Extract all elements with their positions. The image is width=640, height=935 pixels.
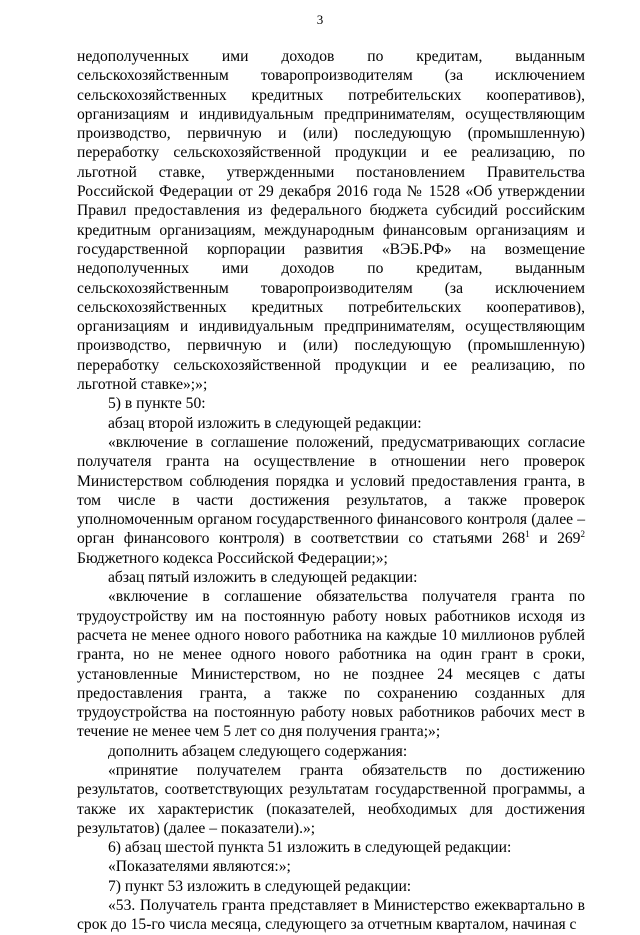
superscript-1: 1: [525, 529, 530, 540]
paragraph-text-part: и 269: [529, 530, 581, 548]
paragraph-results-obligation: «принятие получателем гранта обязательств по достижению результатов, соответствующих результатам государственной программы, а также их характеристик (показателей, необходимых для достижения результатов) (далее – показатели).»;: [77, 761, 585, 837]
paragraph-item-6: 6) абзац шестой пункта 51 изложить в следующей редакции:: [108, 839, 512, 857]
paragraph-item-7: 7) пункт 53 изложить в следующей редакции:: [108, 877, 412, 895]
paragraph-instruction-abzac-2: абзац второй изложить в следующей редакции:: [108, 414, 422, 432]
superscript-2: 2: [580, 529, 585, 540]
paragraph-inclusion-checks: [77, 433, 585, 568]
paragraph-indicators: «Показателями являются:»;: [108, 858, 291, 876]
paragraph-text-part: «включение в соглашение положений, предусматривающих согласие получателя гранта на осуществление в отношении него проверок Министерством соблюдения порядка и условий предоставления гранта, в том числе в части достижения результатов, а также проверок уполномоченным органом государственного финансового контроля (далее – орган финансового контроля) в соответствии со статьями 268: [77, 433, 585, 548]
paragraph-instruction-abzac-5: абзац пятый изложить в следующей редакции:: [108, 569, 418, 587]
paragraph-item-5: 5) в пункте 50:: [108, 395, 206, 413]
paragraph-text-part: Бюджетного кодекса Российской Федерации;»;: [77, 549, 388, 567]
paragraph-1: недополученных ими доходов по кредитам, выданным сельскохозяйственным товаропроизводителям (за исключением сельскохозяйственных кредитных потребительских кооперативов), организациям и индивидуальным предпринимателям, осуществляющим производство, первичную и (или) последующую (промышленную) переработку сельскохозяйственной продукции и ее реализацию, по льготной ставке, утвержденными постановлением Правительства Российской Федерации от 29 декабря 2016 года № 1528 «Об утверждении Правил предоставления из федерального бюджета субсидий российским кредитным организациям, международным финансовым организациям и государственной корпорации развития «ВЭБ.РФ» на возмещение недополученных ими доходов по кредитам, выданным сельскохозяйственным товаропроизводителям (за исключением сельскохозяйственных кредитных потребительских кооперативов), организациям и индивидуальным предпринимателям, осуществляющим производство, первичную и (или) последующую (промышленную) переработку сельскохозяйственной продукции и ее реализацию, по льготной ставке»;»;: [77, 48, 585, 394]
paragraph-item-53: «53. Получатель гранта представляет в Министерство ежеквартально в срок до 15-го числа месяца, следующего за отчетным кварталом, начиная с: [77, 897, 585, 934]
paragraph-instruction-add: дополнить абзацем следующего содержания:: [108, 742, 408, 760]
paragraph-employment-obligation: «включение в соглашение обязательства получателя гранта по трудоустройству им на постоянную работу новых работников исходя из расчета не менее одного нового работника на каждые 10 миллионов рублей гранта, но не менее одного нового работника на один грант в сроки, установленные Министерством, но не позднее 24 месяцев с даты предоставления гранта, а также по сохранению созданных для трудоустройства на постоянную работу новых работников рабочих мест в течение не менее чем 5 лет со дня получения гранта;»;: [77, 588, 585, 741]
document-body: [77, 47, 585, 935]
page-number: 3: [316, 12, 324, 27]
